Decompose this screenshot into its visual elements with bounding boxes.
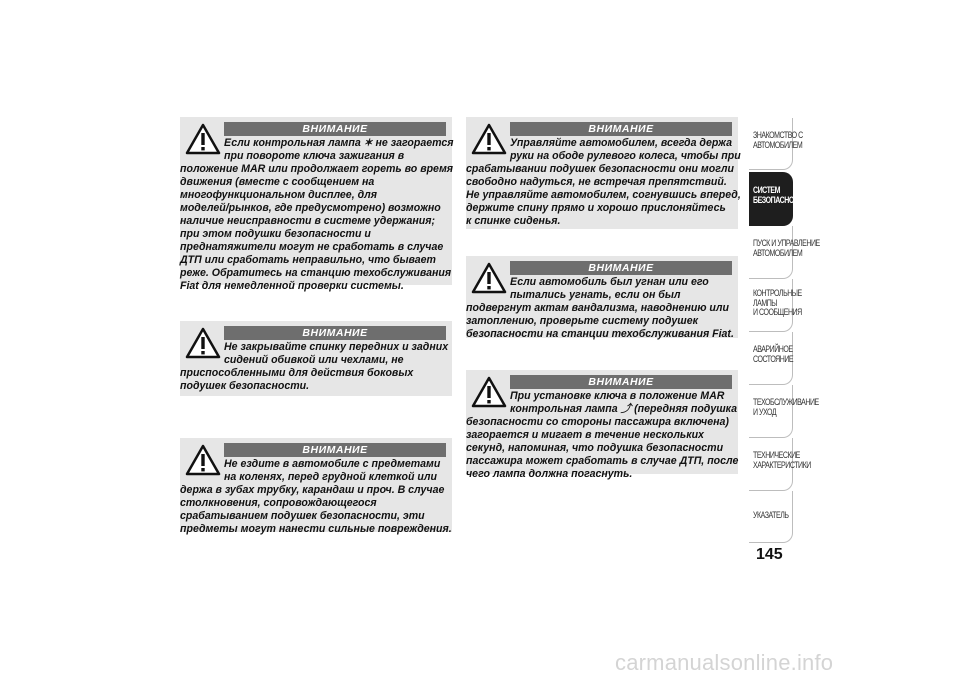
tab-label-line: И УХОД	[753, 406, 777, 417]
tab-label-line: СИСТЕМ	[753, 185, 781, 195]
warning-line: предметы могут нанести сильные повреждения.	[180, 523, 452, 535]
tab-index[interactable]	[749, 491, 793, 543]
warning-header: ВНИМАНИЕ	[224, 122, 446, 136]
page-number: 145	[756, 546, 783, 563]
tab-label-line: БЕЗОПАСНОСТИ	[753, 194, 807, 205]
warning-line: преднатяжители могут не сработать в случае	[180, 241, 444, 253]
warning-line: подвергнут актам вандализма, наводнению или	[466, 302, 729, 314]
warning-box-airbag-lamp	[180, 117, 454, 292]
warning-box-objects	[180, 438, 452, 535]
warning-line: подушек безопасности.	[180, 380, 310, 392]
warning-line: руки на ободе рулевого колеса, чтобы при	[510, 150, 741, 162]
warning-line: Если автомобиль был угнан или его	[510, 276, 709, 288]
tab-label-line: АВТОМОБИЛЕМ	[753, 139, 803, 150]
tab-emergency[interactable]	[749, 332, 793, 385]
tab-label-line: ЛАМПЫ	[753, 297, 778, 308]
tab-label	[753, 238, 820, 258]
warning-line: срабатыванием подушек безопасности, эти	[180, 510, 425, 522]
watermark: carmanualsonline.info	[615, 650, 834, 675]
tab-label-line: ХАРАКТЕРИСТИКИ	[753, 459, 811, 470]
warning-line: чего лампа должна погаснуть.	[466, 468, 633, 480]
tab-safety-systems[interactable]	[749, 172, 807, 226]
tab-label-line: ЗНАКОМСТВО С	[753, 130, 803, 140]
warning-text	[466, 276, 734, 341]
warning-line: Не ездите в автомобиле с предметами	[224, 458, 441, 470]
tab-warning-lights[interactable]	[749, 279, 802, 332]
tab-label-line: АВТОМОБИЛЕМ	[753, 247, 803, 258]
warning-text	[466, 390, 738, 481]
tab-label	[753, 289, 800, 318]
tab-label-line: АВАРИЙНОЕ	[753, 344, 793, 354]
warning-line: сидений обивкой или чехлами, не	[224, 354, 404, 366]
warning-line: срабатывании подушек безопасности они могли	[466, 163, 734, 175]
tab-starting-driving[interactable]	[749, 226, 820, 279]
tab-technical-specs[interactable]	[749, 438, 811, 491]
warning-line: Не управляйте автомобилем, согнувшись вперед,	[466, 189, 741, 201]
tab-label	[753, 450, 811, 470]
tab-label-line: ПУСК И УПРАВЛЕНИЕ	[753, 238, 820, 248]
warning-line: безопасности со стороны пассажира включена)	[466, 416, 729, 428]
tab-label-line: УКАЗАТЕЛЬ	[753, 510, 789, 520]
warning-line: приспособленными для действия боковых	[180, 367, 414, 379]
warning-header: ВНИМАНИЕ	[224, 443, 446, 457]
warning-text	[180, 458, 452, 536]
tab-label-line: КОНТРОЛЬНЫЕ	[753, 288, 802, 298]
warning-box-seat-covers	[180, 321, 452, 396]
warning-box-theft	[466, 256, 738, 338]
warning-line: пассажира может сработать в случае ДТП, после	[466, 455, 739, 467]
tab-label-line: ТЕХНИЧЕСКИЕ	[753, 450, 800, 460]
warning-line: столкновения, сопровождающегося	[180, 497, 377, 509]
warning-header: ВНИМАНИЕ	[510, 375, 732, 389]
warning-line: ДТП или сработать неправильно, что бывает	[180, 254, 436, 266]
warning-line: Если контрольная лампа ✶ не загорается	[224, 137, 454, 149]
tab-label	[753, 130, 803, 150]
tab-label	[753, 185, 807, 205]
warning-text	[466, 137, 741, 228]
warning-header: ВНИМАНИЕ	[224, 326, 446, 340]
tab-label-line: И СООБЩЕНИЯ	[753, 307, 802, 317]
warning-line: моделей/рынков, где предусмотрено) возможно	[180, 202, 441, 214]
warning-line: держа в зубах трубку, карандаш и проч. В случае	[180, 484, 445, 496]
warning-line: на коленях, перед грудной клеткой или	[224, 471, 437, 483]
warning-line: При установке ключа в положение MAR	[510, 390, 725, 402]
tab-label	[753, 511, 800, 521]
warning-line: безопасности на станции техобслуживания Fiat.	[466, 328, 734, 340]
tab-label	[753, 397, 819, 417]
tab-maintenance[interactable]	[749, 385, 819, 438]
warning-line: пытались угнать, если он был	[510, 289, 681, 301]
warning-line: наличие неисправности в системе удержания;	[180, 215, 436, 227]
warning-line: движения (вместе с сообщением на	[180, 176, 375, 188]
tab-label-line: СОСТОЯНИЕ	[753, 353, 794, 364]
warning-line: положение MAR или продолжает гореть во время	[180, 163, 454, 175]
tab-introduction[interactable]	[749, 118, 803, 170]
warning-line: при повороте ключа зажигания в	[224, 150, 405, 162]
warning-line: затоплению, проверьте систему подушек	[466, 315, 698, 327]
tab-label-line: ТЕХОБСЛУЖИВАНИЕ	[753, 397, 819, 407]
warning-line: загорается и мигает в течение нескольких	[466, 429, 704, 441]
warning-line: к спинке сиденья.	[466, 215, 561, 227]
warning-line: держите спину прямо и хорошо прислоняйтесь	[466, 202, 726, 214]
warning-text	[180, 341, 448, 393]
warning-line: свободно надуться, не встречая препятствий.	[466, 176, 727, 188]
warning-line: Не закрывайте спинку передних и задних	[224, 341, 449, 353]
warning-text	[180, 137, 454, 293]
warning-line: реже. Обратитесь на станцию техобслуживания	[180, 267, 452, 279]
warning-line: Управляйте автомобилем, всегда держа	[510, 137, 733, 149]
warning-line: при этом подушки безопасности и	[180, 228, 371, 240]
warning-line: Fiat для немедленной проверки системы.	[180, 280, 404, 292]
warning-box-passenger-airbag	[466, 370, 739, 480]
warning-line: многофункциональном дисплее, для	[180, 189, 377, 201]
warning-line: секунд, напоминая, что подушка безопасности	[466, 442, 724, 454]
warning-box-steering	[466, 117, 741, 229]
warning-line: контрольная лампа ⤴ (передняя подушка	[510, 403, 738, 415]
tab-label	[753, 345, 800, 364]
warning-header: ВНИМАНИЕ	[510, 261, 732, 275]
warning-header: ВНИМАНИЕ	[510, 122, 732, 136]
